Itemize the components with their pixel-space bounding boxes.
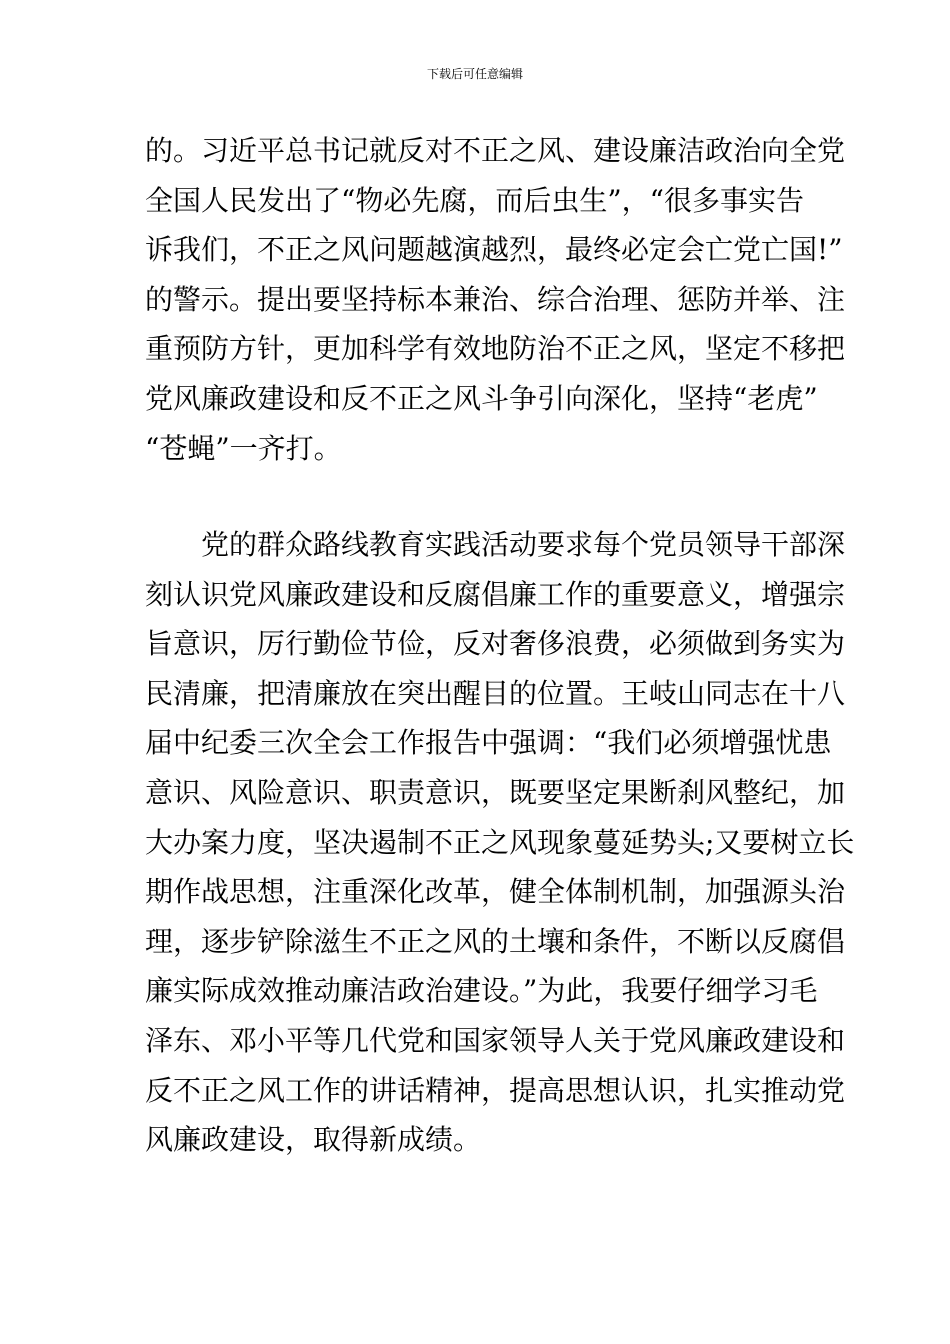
paragraph-2-line: 反不正之风工作的讲话精神，提高思想认识，扎实推动党	[145, 1073, 846, 1107]
paragraph-1-line: 党风廉政建设和反不正之风斗争引向深化，坚持“老虎”	[145, 381, 818, 415]
paragraph-2-line: 刻认识党风廉政建设和反腐倡廉工作的重要意义，增强宗	[145, 577, 846, 611]
paragraph-2-line: 届中纪委三次全会工作报告中强调：“我们必须增强忧患	[145, 726, 832, 760]
paragraph-2-line: 旨意识，厉行勤俭节俭，反对奢侈浪费，必须做到务实为	[145, 627, 846, 661]
paragraph-2-line: 期作战思想，注重深化改革，健全体制机制，加强源头治	[145, 875, 846, 909]
paragraph-2-line: 民清廉，把清廉放在突出醒目的位置。王岐山同志在十八	[145, 676, 846, 710]
header-note: 下载后可任意编辑	[426, 67, 523, 81]
paragraph-1-line: “苍蝇”一齐打。	[145, 431, 342, 465]
paragraph-1	[145, 126, 846, 473]
paragraph-1-line: 的警示。提出要坚持标本兼治、综合治理、惩防并举、注	[145, 282, 846, 316]
paragraph-1-line: 诉我们，不正之风问题越演越烈，最终必定会亡党亡国!”	[145, 233, 843, 267]
paragraph-2-line: 风廉政建设，取得新成绩。	[145, 1123, 482, 1157]
paragraph-2-line: 廉实际成效推动廉洁政治建设。”为此，我要仔细学习毛	[145, 974, 818, 1008]
paragraph-2-line: 理，逐步铲除滋生不正之风的土壤和条件，不断以反腐倡	[145, 924, 846, 958]
paragraph-2-line: 党的群众路线教育实践活动要求每个党员领导干部深	[145, 528, 846, 561]
paragraph-1-line: 全国人民发出了“物必先腐，而后虫生”，“很多事实告	[145, 183, 804, 217]
paragraph-1-line: 的。习近平总书记就反对不正之风、建设廉洁政治向全党	[145, 134, 846, 167]
paragraph-2-line: 泽东、邓小平等几代党和国家领导人关于党风廉政建设和	[145, 1023, 846, 1057]
paragraph-2-line: 意识、风险意识、职责意识，既要坚定果断刹风整纪，加	[145, 775, 846, 809]
paragraph-2-line: 大办案力度，坚决遏制不正之风现象蔓延势头;又要树立长	[145, 825, 855, 859]
paragraph-2	[145, 520, 855, 1165]
paragraph-1-line: 重预防方针，更加科学有效地防治不正之风，坚定不移把	[145, 332, 846, 366]
